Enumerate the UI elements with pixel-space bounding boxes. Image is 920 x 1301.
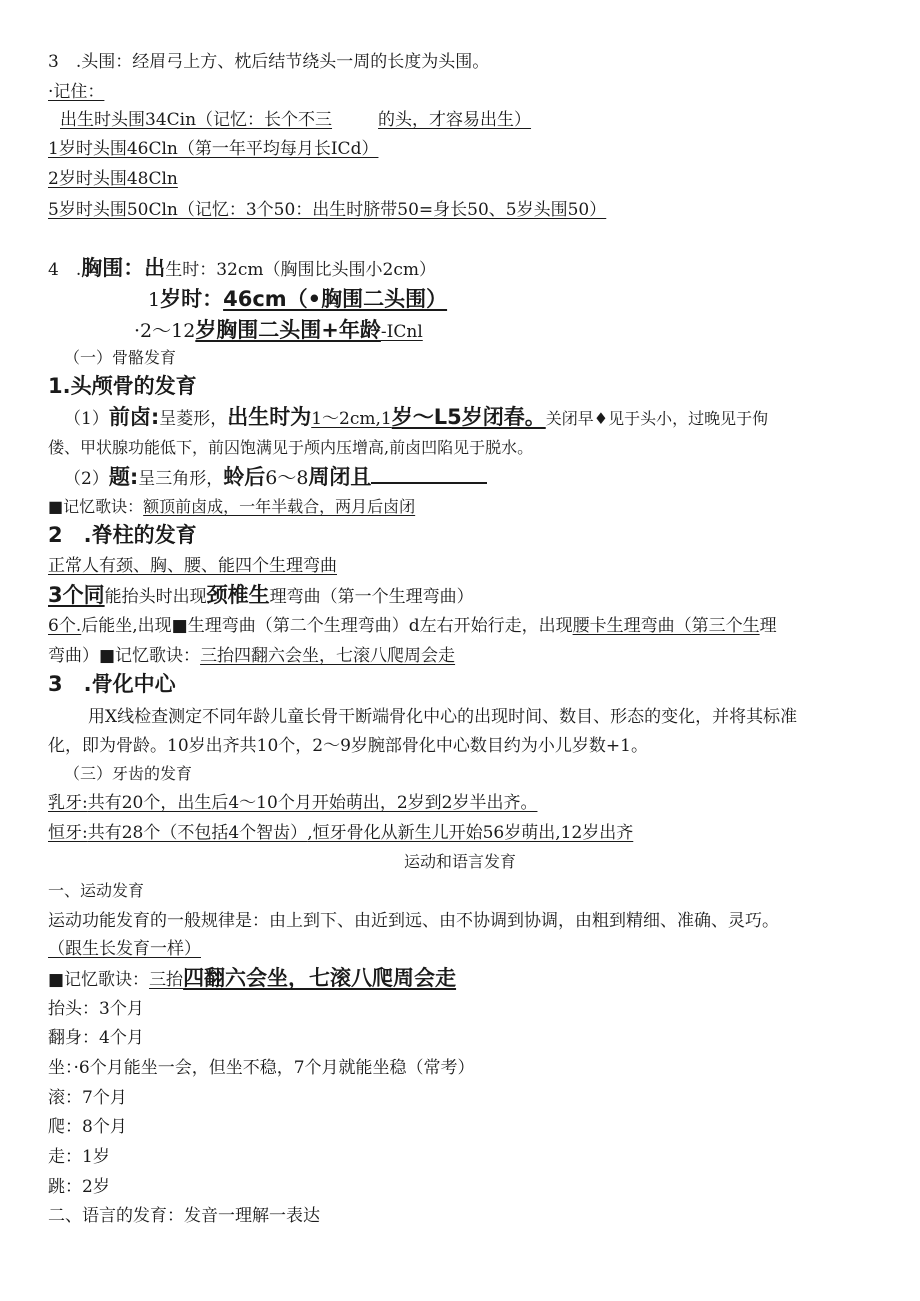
fontanel-mnemonic-text: 额顶前卤成，一年半载合，两月后卤闭 [143, 497, 416, 516]
head-birth-part-b: 的头，才容易出生） [378, 110, 532, 130]
milestone-item: 跳：2岁 [48, 1177, 110, 1197]
milk-teeth-text: 共有20个，出生后4～10个月开始萌出，2岁到2岁半出齐。 [87, 793, 538, 813]
posterior-weeks: 6～8 [265, 467, 309, 489]
head-birth-line [60, 108, 531, 132]
fontanel-mnemonic-line [48, 495, 415, 519]
chest-age2-12-line [134, 318, 423, 344]
posterior-fontanel-line [64, 464, 487, 491]
spine-curves-text: 正常人有颈、胸、腰、能四个生理弯曲 [48, 556, 337, 576]
anterior-birth: 出生时为 [227, 405, 312, 429]
bone-section-title: （一）骨骼发育 [64, 348, 177, 367]
spine-headup: 能抬头时出现 [104, 587, 207, 607]
milestone-item: 滚：7个月 [48, 1088, 127, 1108]
anterior-label: 前卤: [108, 405, 160, 429]
chest-age2-12-formula: 岁胸围二头围+年龄 [195, 318, 381, 342]
anterior-closure: 岁～L5岁闭春。 [391, 405, 546, 429]
head-birth-part-a: 出生时头围34Cin（记忆：长个不三 [60, 110, 333, 130]
motor-rule: 运动功能发育的一般规律是：由上到下、由近到远、由不协调到协调，由粗到精细、准确、灵巧。 [48, 911, 779, 931]
spine-lumbar: 腰卡生理弯曲（第三个生 [572, 616, 760, 636]
ossification-line1: 用X线检查测定不同年龄儿童长骨干断端骨化中心的出现时间、数目、形态的变化，并将其标准 [88, 707, 798, 727]
spine-mnemonic-label: 弯曲）■记忆歌诀： [48, 646, 201, 666]
spine-cervical: 颈椎生 [206, 583, 270, 607]
milk-teeth-label: 乳牙: [48, 793, 88, 813]
spine-mnemonic-text: 三抬四翻六会坐，七滚八爬周会走 [200, 646, 456, 666]
chest-age2-12-num: ·2～12 [134, 320, 196, 342]
milestone-item: 爬：8个月 [48, 1117, 127, 1137]
ossification-line2: 化，即为骨龄。10岁出齐共10个，2～9岁腕部骨化中心数目约为小儿岁数+1。 [48, 736, 648, 756]
head-age1-line: 1岁时头围46Cln（第一年平均每月长ICd） [48, 139, 379, 159]
chest-age1-value: 46cm（•胸围二头围） [223, 287, 448, 311]
spine-line2 [48, 583, 474, 609]
chest-title-bold: 胸围：出 [81, 256, 166, 280]
anterior-note: 关闭早♦见于头小，过晚见于佝 [545, 409, 769, 428]
spine-line4 [48, 644, 455, 668]
anterior-size: 1～2cm,1 [311, 409, 392, 429]
motor-mnemonic-label: ■记忆歌诀： [48, 970, 150, 990]
posterior-label: 题: [108, 465, 139, 489]
remember-label: ·记住： [48, 82, 105, 102]
posterior-closure: 周闭且 [308, 465, 372, 489]
spine-line3 [48, 614, 777, 638]
anterior-shape: 呈菱形， [159, 409, 228, 429]
ossification-title: 3 .骨化中心 [48, 672, 176, 696]
permanent-teeth-label: 恒牙: [48, 823, 88, 843]
anterior-fontanel-line [64, 405, 768, 431]
motor-mnemonic-line [48, 966, 456, 992]
anterior-num: （1） [64, 409, 109, 429]
spine-6months: 6个. [48, 616, 82, 636]
posterior-blank-line [371, 464, 487, 484]
milk-teeth-line [48, 791, 537, 815]
spine-title: 2 .脊柱的发育 [48, 523, 197, 547]
spine-sitting: 后能坐,出现■生理弯曲（第二个生理弯曲）d左右开始行走，出现 [81, 616, 573, 636]
spine-3months: 3个同 [48, 583, 105, 607]
language-section-title: 二、语言的发育：发音一理解一表达 [48, 1206, 320, 1226]
head-circumference-title: 3 .头围：经眉弓上方、枕后结节绕头一周的长度为头围。 [48, 52, 490, 72]
motor-language-heading: 运动和语言发育 [403, 852, 516, 871]
fontanel-mnemonic-label: ■记忆歌诀： [48, 497, 144, 516]
spine-first-curve: 理弯曲（第一个生理弯曲） [269, 587, 474, 607]
chest-age2-12-suffix: -ICnl [380, 322, 423, 342]
posterior-birth: 蛉后 [223, 465, 266, 489]
posterior-shape: 呈三角形， [138, 469, 224, 489]
teeth-section-title: （三）牙齿的发育 [64, 764, 193, 783]
permanent-teeth-text: ,恒牙骨化从新生儿开始56岁萌出,12岁出齐 [307, 823, 634, 843]
chest-age1-num: 1 [148, 289, 161, 311]
head-age5-line: 5岁时头围50Cln（记忆：3个50：出生时脐带50=身长50、5岁头围50） [48, 200, 607, 220]
chest-age1-label: 岁时： [160, 287, 224, 311]
milestone-item: 抬头：3个月 [48, 999, 144, 1019]
milestone-item: 翻身：4个月 [48, 1028, 144, 1048]
milestone-item: 走：1岁 [48, 1147, 110, 1167]
milestone-item: 坐：·6个月能坐一会，但坐不稳，7个月就能坐稳（常考） [48, 1058, 475, 1078]
motor-mnemonic-lift: 三抬 [149, 970, 184, 990]
head-age2-line: 2岁时头围48Cln [48, 169, 178, 189]
spine-line1 [48, 554, 337, 578]
motor-mnemonic-rest: 四翻六会坐，七滚八爬周会走 [183, 966, 457, 990]
chest-age1-line [148, 287, 447, 313]
chest-title-num: 4 . [48, 260, 82, 280]
anterior-note-line2: 偻、甲状腺功能低下，前囚饱满见于颅内压增高,前卤凹陷见于脱水。 [48, 438, 534, 457]
spine-line3-end: 理 [759, 616, 777, 636]
chest-title-line [48, 256, 436, 282]
permanent-teeth-count: 共有28个（不包括4个智齿） [87, 823, 308, 843]
skull-title: 1.头颅骨的发育 [48, 374, 197, 398]
chest-title-rest: 生时：32cm（胸围比头围小2cm） [165, 260, 436, 280]
motor-rule-note: （跟生长发育一样） [48, 939, 201, 959]
permanent-teeth-line [48, 821, 633, 845]
motor-section-title: 一、运动发育 [48, 881, 145, 900]
posterior-num: （2） [64, 469, 109, 489]
